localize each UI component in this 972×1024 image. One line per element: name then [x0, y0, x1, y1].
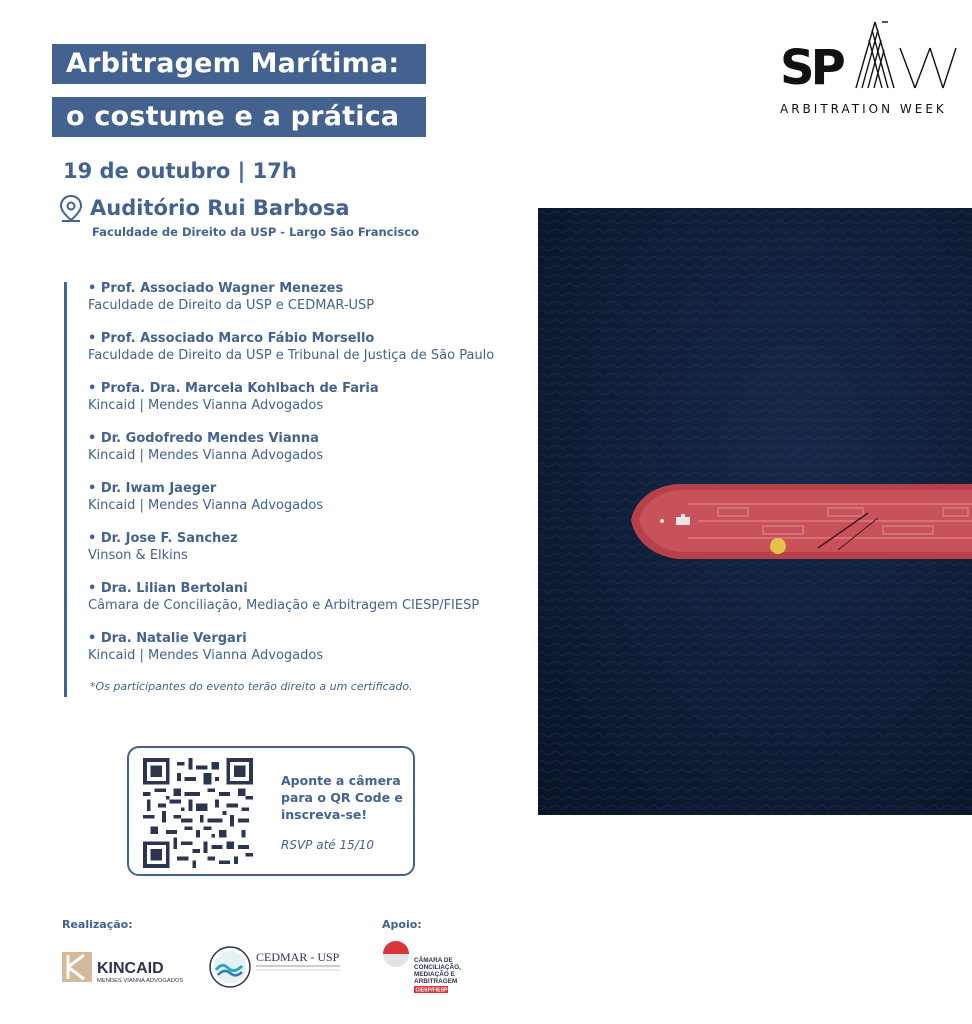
- event-date: 19 de outubro | 17h: [63, 159, 297, 183]
- speaker-name: • Dr. Godofredo Mendes Vianna: [88, 431, 319, 446]
- speaker-affiliation: Kincaid | Mendes Vianna Advogados: [88, 648, 324, 663]
- kincaid-logo: [62, 950, 192, 986]
- kincaid-name: KINCAID: [97, 960, 164, 977]
- speaker-affiliation: Kincaid | Mendes Vianna Advogados: [88, 398, 324, 413]
- svg-text:SP: SP: [780, 40, 842, 96]
- camara-line: CIESP/FIESP: [415, 987, 448, 994]
- speaker-name: • Dr. Jose F. Sanchez: [88, 531, 238, 546]
- speaker-name: • Profa. Dra. Marcela Kohlbach de Faria: [88, 381, 379, 396]
- venue-detail: Faculdade de Direito da USP - Largo São Francisco: [92, 225, 419, 239]
- spaw-subtitle: ARBITRATION WEEK: [780, 102, 947, 116]
- camara-ciesp-logo: [382, 940, 462, 996]
- speakers-accent-bar: [64, 282, 67, 697]
- speaker-name: • Dra. Lilian Bertolani: [88, 581, 248, 596]
- qr-code[interactable]: [143, 758, 253, 868]
- camara-line: ARBITRAGEM: [414, 978, 458, 985]
- certificate-note: *Os participantes do evento terão direito a um certificado.: [90, 680, 413, 693]
- venue-name: Auditório Rui Barbosa: [90, 196, 350, 220]
- rsvp-deadline: RSVP até 15/10: [281, 838, 375, 852]
- speaker-name: • Prof. Associado Marco Fábio Morsello: [88, 331, 375, 346]
- qr-instruction: Aponte a câmera para o QR Code e inscreva-se!: [281, 773, 403, 822]
- camara-line: CÂMARA DE: [414, 957, 453, 964]
- apoio-label: Apoio:: [382, 918, 422, 931]
- ship-photo: [538, 208, 972, 815]
- cedmar-name: CEDMAR - USP: [256, 950, 340, 964]
- speaker-name: • Dra. Natalie Vergari: [88, 631, 247, 646]
- speaker-affiliation: Faculdade de Direito da USP e Tribunal de Justiça de São Paulo: [88, 348, 495, 363]
- kincaid-sub: MENDES VIANNA ADVOGADOS: [97, 978, 184, 984]
- map-pin-icon: [58, 194, 84, 224]
- speaker-name: • Prof. Associado Wagner Menezes: [88, 281, 344, 296]
- speaker-affiliation: Faculdade de Direito da USP e CEDMAR-USP: [88, 298, 375, 313]
- camara-line: MEDIAÇÃO E: [414, 971, 455, 978]
- speaker-name: • Dr. Iwam Jaeger: [88, 481, 217, 496]
- speaker-item: [88, 581, 538, 631]
- speaker-affiliation: Câmara de Conciliação, Mediação e Arbitragem CIESP/FIESP: [88, 598, 480, 613]
- speaker-list: [88, 281, 538, 681]
- speaker-item: [88, 631, 538, 681]
- speaker-item: [88, 431, 538, 481]
- speaker-affiliation: Vinson & Elkins: [88, 548, 188, 563]
- speaker-item: [88, 331, 538, 381]
- speaker-item: [88, 281, 538, 331]
- title-line-2: o costume e a prática: [52, 97, 426, 137]
- speaker-item: [88, 381, 538, 431]
- speaker-affiliation: Kincaid | Mendes Vianna Advogados: [88, 498, 324, 513]
- realizacao-label: Realização:: [62, 918, 133, 931]
- cedmar-logo: [208, 944, 343, 990]
- speaker-item: [88, 481, 538, 531]
- registration-box: [127, 746, 415, 876]
- speaker-item: [88, 531, 538, 581]
- camara-line: CONCILIAÇÃO,: [414, 964, 461, 971]
- title-line-1: Arbitragem Marítima:: [52, 44, 426, 84]
- speaker-affiliation: Kincaid | Mendes Vianna Advogados: [88, 448, 324, 463]
